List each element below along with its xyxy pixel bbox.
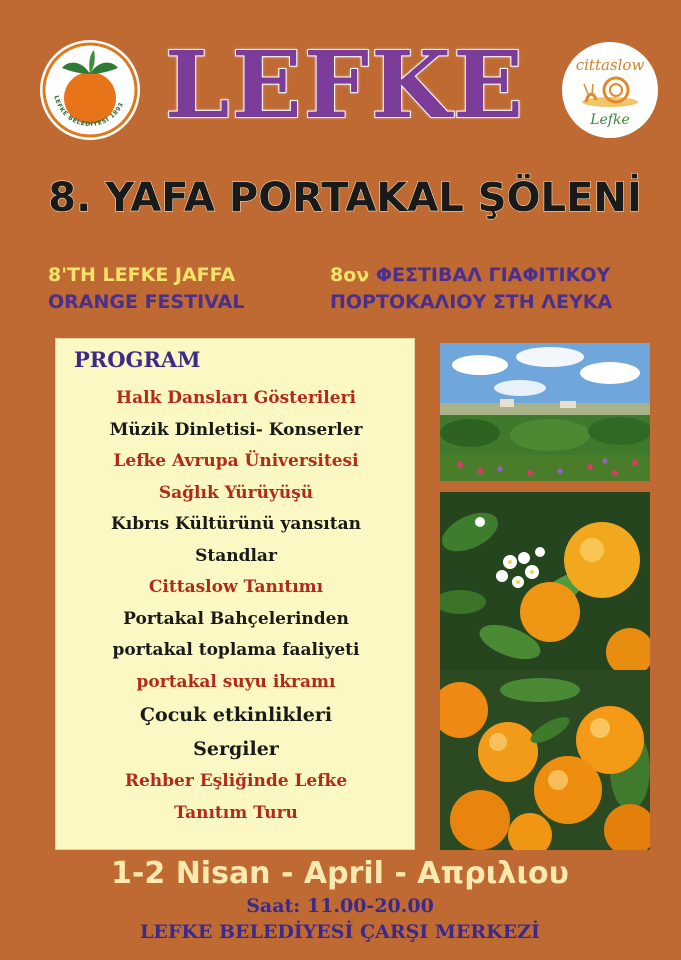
event-location: LEFKE BELEDİYESİ ÇARŞI MERKEZİ	[140, 921, 540, 943]
program-item: portakal suyu ikramı	[136, 671, 336, 692]
program-item: Kıbrıs Kültürünü yansıtan	[111, 514, 361, 534]
program-item: Halk Dansları Gösterileri	[116, 388, 356, 408]
cittaslow-city: Lefke	[590, 112, 630, 128]
greek-line2: ΠΟΡΤΟΚΑΛΙΟΥ ΣΤΗ ΛΕΥΚΑ	[330, 291, 613, 313]
english-number: 8'TH	[48, 264, 96, 286]
event-dates: 1-2 Nisan - April - Απριλιου	[111, 856, 569, 891]
cittaslow-wordmark: cittaslow	[575, 56, 645, 74]
program-item: portakal toplama faaliyeti	[112, 640, 360, 660]
program-item: Rehber Eşliğinde Lefke	[124, 771, 348, 791]
program-item: Cittaslow Tanıtımı	[148, 577, 324, 597]
program-item: Müzik Dinletisi- Konserler	[109, 419, 363, 440]
program-item: Standlar	[195, 545, 277, 566]
english-line1: LEFKE JAFFA	[102, 264, 236, 286]
program-item: Sağlık Yürüyüşü	[158, 482, 314, 503]
program-item: Lefke Avrupa Üniversitesi	[113, 451, 359, 471]
greek-number: 8ον	[330, 264, 370, 286]
oranges-photo	[440, 670, 650, 850]
greek-line1: ΦΕΣΤΙΒΑΛ ΓΙΑΦΙΤΙΚΟΥ	[375, 264, 611, 286]
orange-blossom-photo	[440, 492, 650, 670]
festival-title: 8. YAFA PORTAKAL ŞÖLENİ	[48, 175, 642, 221]
event-hours: Saat: 11.00-20.00	[246, 895, 434, 917]
cittaslow-logo	[560, 40, 660, 140]
municipality-logo	[38, 38, 142, 142]
greek-title	[330, 262, 612, 316]
logo-text: LEFKE BELEDİYESİ 1893	[52, 94, 126, 129]
program-item: Tanıtım Turu	[174, 802, 298, 823]
page-title: LEFKE	[164, 31, 526, 139]
program-item: Çocuk etkinlikleri	[139, 704, 333, 726]
program-title: PROGRAM	[74, 347, 201, 372]
program-item: Portakal Bahçelerinden	[123, 608, 349, 629]
english-title	[48, 262, 244, 316]
program-panel	[55, 338, 415, 850]
english-line2: ORANGE FESTIVAL	[48, 291, 245, 313]
program-list	[56, 383, 416, 829]
landscape-photo	[440, 343, 650, 481]
program-item: Sergiler	[193, 738, 279, 760]
